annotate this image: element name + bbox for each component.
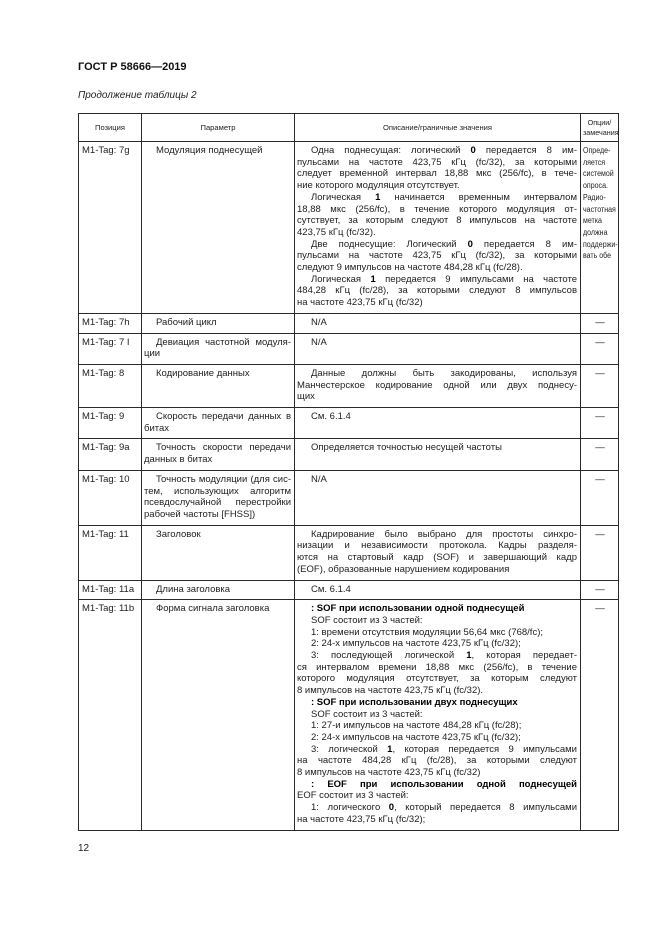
paragraph bbox=[297, 627, 577, 639]
bold-text-segment: 1 bbox=[375, 191, 381, 203]
paragraph bbox=[297, 368, 577, 403]
cell-options bbox=[581, 439, 619, 470]
text-segment: 1: логического bbox=[311, 802, 389, 814]
text-line: См. 6.1.4 bbox=[311, 583, 351, 595]
text-segment: 3: последующей логической bbox=[311, 650, 467, 662]
cell-description bbox=[295, 470, 581, 525]
text-segment: , который передается 8 импульсами bbox=[394, 802, 577, 814]
text-line: — bbox=[595, 473, 605, 485]
text-line: рабочей частоты [FHSS]) bbox=[144, 508, 256, 520]
text-line: 484,28 кГц (fc/28), за которыми следуют 8 импульсов bbox=[297, 285, 577, 297]
header-description: Описание/граничные значения bbox=[295, 114, 581, 142]
cell-options bbox=[581, 580, 619, 600]
cell-options bbox=[581, 364, 619, 407]
paragraph bbox=[297, 192, 577, 239]
text-line: N/A bbox=[311, 473, 327, 485]
text-line: тем, использующих алгоритм bbox=[144, 485, 291, 497]
table-continuation-caption: Продолжение таблицы 2 bbox=[78, 90, 197, 101]
text-line bbox=[297, 650, 577, 662]
paragraph bbox=[297, 744, 577, 779]
standard-designation: ГОСТ Р 58666—2019 bbox=[78, 61, 187, 73]
text-line: Кадрирование было выбрано для простоты синхро- bbox=[311, 528, 577, 540]
position-code: M1-Tag: 8 bbox=[82, 367, 125, 379]
position-code: M1-Tag: 11a bbox=[82, 583, 135, 595]
table-row bbox=[79, 364, 619, 407]
text-line: сутствует, за которым следуют 8 импульсов на частоте bbox=[297, 215, 577, 227]
text-line: Рабочий цикл bbox=[156, 316, 217, 328]
text-line: Форма сигнала заголовка bbox=[156, 603, 270, 615]
text-line: — bbox=[595, 367, 605, 379]
cell-parameter bbox=[142, 333, 295, 364]
cell-position bbox=[79, 364, 142, 407]
bold-text-segment: 1 bbox=[387, 743, 393, 755]
header-options bbox=[581, 114, 619, 142]
text-line: поддержи- bbox=[583, 239, 618, 249]
table-row bbox=[79, 333, 619, 364]
paragraph bbox=[297, 779, 577, 802]
cell-position bbox=[79, 439, 142, 470]
text-line: — bbox=[595, 603, 605, 615]
text-line: Заголовок bbox=[156, 528, 201, 540]
text-line bbox=[297, 802, 577, 814]
paragraph bbox=[144, 337, 291, 360]
cell-description bbox=[295, 313, 581, 333]
cell-description bbox=[295, 333, 581, 364]
cell-options bbox=[581, 600, 619, 830]
table-row bbox=[79, 408, 619, 439]
page-number: 12 bbox=[78, 843, 90, 854]
cell-description bbox=[295, 439, 581, 470]
text-line: Манчестерское кодирование одной или двух поднесу- bbox=[297, 379, 577, 391]
cell-options bbox=[581, 313, 619, 333]
header-options-line: Опции/ bbox=[587, 117, 612, 127]
text-segment: передается 9 импульсами на частоте bbox=[375, 273, 577, 285]
paragraph bbox=[297, 274, 577, 309]
paragraph bbox=[297, 802, 577, 825]
text-line: SOF состоит из 3 частей: bbox=[311, 614, 423, 626]
text-line: вать обе bbox=[583, 251, 612, 261]
paragraph bbox=[144, 584, 291, 596]
text-line: N/A bbox=[311, 336, 327, 348]
position-code: M1-Tag: 7g bbox=[82, 145, 130, 156]
paragraph bbox=[297, 474, 577, 486]
text-line: которого модуляция отсутствует, за которым следуют bbox=[297, 673, 577, 685]
text-line: следуют 9 импульсов на частоте 484,28 кГц (fc/28). bbox=[297, 262, 523, 274]
table-row bbox=[79, 580, 619, 600]
text-line: См. 6.1.4 bbox=[311, 411, 351, 423]
paragraph bbox=[297, 529, 577, 576]
text-line: опроса. bbox=[583, 181, 608, 191]
paragraph bbox=[144, 145, 291, 157]
text-line: — bbox=[595, 528, 605, 540]
bold-text-segment: 0 bbox=[388, 802, 395, 814]
text-line: метка bbox=[583, 216, 602, 226]
table-row bbox=[79, 313, 619, 333]
cell-position bbox=[79, 470, 142, 525]
text-segment: начинается временным интервалом bbox=[380, 191, 577, 203]
text-segment: передается 8 им- bbox=[475, 145, 577, 156]
text-line: 2: 24-х импульсов на частоте 423,75 кГц (fc/32); bbox=[311, 638, 521, 650]
text-line: Точность модуляции (для сис- bbox=[156, 473, 291, 485]
cell-description bbox=[295, 600, 581, 830]
text-line bbox=[297, 697, 577, 709]
table-row bbox=[79, 470, 619, 525]
text-line: частотная bbox=[583, 204, 616, 214]
position-code: M1-Tag: 7h bbox=[82, 316, 130, 328]
cell-parameter bbox=[142, 470, 295, 525]
text-line: на частоте 423,75 кГц (fc/32) bbox=[297, 297, 423, 309]
position-code: M1-Tag: 11 bbox=[82, 528, 129, 540]
parameters-table bbox=[78, 113, 619, 831]
paragraph bbox=[144, 317, 291, 329]
text-line bbox=[297, 603, 577, 615]
table-body bbox=[79, 142, 619, 831]
cell-position bbox=[79, 580, 142, 600]
cell-parameter bbox=[142, 408, 295, 439]
paragraph bbox=[297, 442, 577, 454]
paragraph bbox=[144, 603, 291, 615]
text-line: SOF состоит из 3 частей: bbox=[311, 708, 423, 720]
cell-description bbox=[295, 408, 581, 439]
paragraph bbox=[297, 720, 577, 732]
text-line: псевдослучайной перестройки bbox=[144, 497, 291, 509]
table-row bbox=[79, 525, 619, 580]
cell-parameter bbox=[142, 313, 295, 333]
bold-text-segment: 0 bbox=[470, 145, 476, 156]
cell-options bbox=[581, 408, 619, 439]
cell-parameter bbox=[142, 525, 295, 580]
header-position: Позиция bbox=[79, 114, 142, 142]
text-line: данных в битах bbox=[144, 454, 213, 466]
paragraph bbox=[144, 529, 291, 541]
cell-description bbox=[295, 364, 581, 407]
table-header-row bbox=[79, 114, 619, 142]
text-line: ются на стартовый кадр (SOF) и завершающий кадр bbox=[297, 552, 577, 564]
text-line bbox=[297, 744, 577, 756]
cell-position bbox=[79, 142, 142, 314]
text-segment: Логическая bbox=[311, 273, 371, 285]
text-line: 2: 24-х импульсов на частоте 423,75 кГц (fc/32); bbox=[311, 731, 521, 743]
text-line: (EOF), образованные нарушением кодирования bbox=[297, 563, 510, 575]
cell-options bbox=[581, 333, 619, 364]
position-code: M1-Tag: 10 bbox=[82, 473, 130, 485]
position-code: M1-Tag: 7 I bbox=[82, 336, 130, 348]
cell-position bbox=[79, 333, 142, 364]
paragraph bbox=[297, 317, 577, 329]
paragraph bbox=[297, 584, 577, 596]
paragraph bbox=[297, 145, 577, 192]
cell-position bbox=[79, 408, 142, 439]
text-line: Модуляция поднесущей bbox=[156, 145, 263, 156]
text-line: — bbox=[595, 411, 605, 423]
paragraph bbox=[297, 697, 577, 709]
paragraph bbox=[144, 474, 291, 521]
cell-parameter bbox=[142, 364, 295, 407]
text-line: щих bbox=[297, 391, 315, 403]
text-line bbox=[297, 239, 577, 251]
text-line: 423,75 кГц (fc/32). bbox=[297, 226, 376, 238]
text-line bbox=[297, 145, 577, 157]
text-line: пульсами на частоте 423,75 кГц (fc/32), за которыми bbox=[297, 250, 577, 262]
text-segment: Логическая bbox=[311, 191, 376, 203]
paragraph bbox=[297, 732, 577, 744]
text-line bbox=[297, 779, 577, 791]
cell-options bbox=[581, 142, 619, 314]
text-line: — bbox=[595, 442, 605, 454]
text-line: пульсами на частоте 423,75 кГц (fc/32), за которыми bbox=[297, 156, 577, 168]
text-line: Кодирование данных bbox=[156, 367, 250, 379]
paragraph bbox=[297, 603, 577, 615]
text-segment: , которая передается 9 импульсами bbox=[392, 743, 577, 755]
paragraph bbox=[297, 709, 577, 721]
paragraph bbox=[297, 650, 577, 697]
cell-description bbox=[295, 525, 581, 580]
paragraph bbox=[297, 615, 577, 627]
table-header bbox=[79, 114, 619, 142]
text-line: — bbox=[595, 336, 605, 348]
text-segment: передается 8 им- bbox=[472, 238, 577, 250]
cell-description bbox=[295, 580, 581, 600]
cell-description bbox=[295, 142, 581, 314]
text-line: Девиация частотной модуля- bbox=[156, 336, 291, 348]
text-line bbox=[297, 192, 577, 204]
cell-parameter bbox=[142, 142, 295, 314]
paragraph bbox=[297, 239, 577, 274]
paragraph bbox=[297, 337, 577, 349]
text-line: Опреде- bbox=[583, 146, 611, 155]
bold-text-segment: 1 bbox=[466, 650, 472, 662]
cell-options bbox=[581, 525, 619, 580]
text-line: 1: времени отсутствия модуляции 56,64 мкс (768/fc); bbox=[311, 626, 543, 638]
text-line: следует временной интервал 18,88 мкс (256/fc), в тече- bbox=[297, 168, 577, 180]
bold-text-segment: : EOF при использовании одной поднесущей bbox=[311, 778, 577, 790]
paragraph bbox=[297, 411, 577, 423]
text-segment: Одна поднесущая: логический bbox=[311, 145, 471, 156]
text-line: — bbox=[595, 316, 605, 328]
cell-parameter bbox=[142, 580, 295, 600]
cell-parameter bbox=[142, 439, 295, 470]
text-segment: 3: логической bbox=[311, 743, 388, 755]
cell-parameter bbox=[142, 600, 295, 830]
paragraph bbox=[144, 442, 291, 465]
text-line bbox=[297, 274, 577, 286]
position-code: M1-Tag: 9 bbox=[82, 411, 125, 423]
paragraph bbox=[144, 411, 291, 434]
text-line: Точность скорости передачи bbox=[156, 442, 291, 454]
table-row bbox=[79, 439, 619, 470]
text-line: на частоте 484,28 кГц (fc/28), за которыми следуют bbox=[297, 755, 577, 767]
text-line: ции bbox=[144, 348, 161, 360]
text-line: Скорость передачи данных в bbox=[156, 411, 291, 423]
text-line: системой bbox=[583, 169, 614, 179]
text-line: Определяется точностью несущей частоты bbox=[311, 442, 502, 454]
bold-text-segment: 0 bbox=[467, 238, 473, 250]
text-line: 1: 27-и импульсов на частоте 484,28 кГц (fc/28); bbox=[311, 720, 522, 732]
header-parameter: Параметр bbox=[142, 114, 295, 142]
header-options-line: замечания bbox=[583, 127, 619, 137]
text-line: 8 импульсов на частоте 423,75 кГц (fc/32) bbox=[297, 767, 481, 779]
text-line: должна bbox=[583, 227, 608, 237]
text-line: ляется bbox=[583, 157, 606, 167]
text-line: EOF состоит из 3 частей: bbox=[297, 790, 409, 802]
cell-options bbox=[581, 470, 619, 525]
text-line: Данные должны быть закодированы, используя bbox=[311, 367, 577, 379]
text-line: — bbox=[595, 583, 605, 595]
text-line: на частоте 423,75 кГц (fc/32); bbox=[297, 813, 426, 825]
bold-text-segment: : SOF при использовании двух поднесущих bbox=[311, 696, 518, 708]
cell-position bbox=[79, 313, 142, 333]
cell-position bbox=[79, 525, 142, 580]
paragraph bbox=[144, 368, 291, 380]
text-line: низации и независимости протокола. Кадры разделя- bbox=[297, 540, 577, 552]
text-line: ся интервалом времени 18,88 мкс (256/fc), в течение bbox=[297, 661, 577, 673]
text-line: Длина заголовка bbox=[156, 583, 231, 595]
text-line: битах bbox=[144, 422, 170, 434]
bold-text-segment: : SOF при использовании одной поднесущей bbox=[311, 603, 525, 615]
text-line: Радио- bbox=[583, 192, 606, 202]
position-code: M1-Tag: 9a bbox=[82, 442, 130, 454]
text-segment: , которая передает- bbox=[471, 650, 577, 662]
text-segment: Две поднесущие: Логический bbox=[311, 238, 468, 250]
position-code: M1-Tag: 11b bbox=[82, 603, 135, 615]
text-line: 18,88 мкс (256/fc), в течение которого модуляция от- bbox=[297, 203, 577, 215]
table-row bbox=[79, 600, 619, 830]
cell-position bbox=[79, 600, 142, 830]
text-line: N/A bbox=[311, 316, 327, 328]
table-row bbox=[79, 142, 619, 314]
bold-text-segment: 1 bbox=[370, 273, 376, 285]
text-line: 8 импульсов на частоте 423,75 кГц (fc/32). bbox=[297, 685, 484, 697]
text-line: ние которого модуляция отсутствует. bbox=[297, 180, 460, 192]
paragraph bbox=[297, 638, 577, 650]
